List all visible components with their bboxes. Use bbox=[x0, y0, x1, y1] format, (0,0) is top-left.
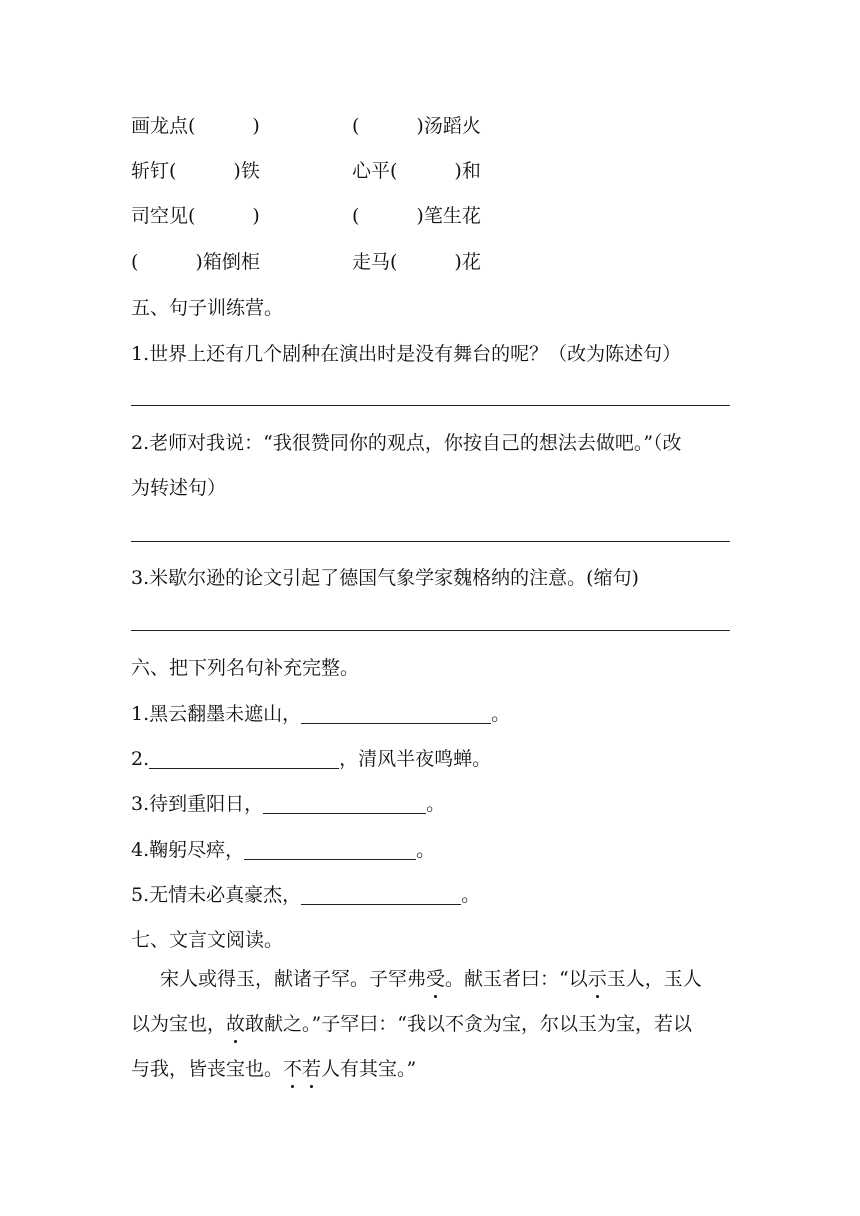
idiom-1-left: 画龙点( ) bbox=[131, 115, 260, 137]
poem-line-5-suffix: 。 bbox=[461, 884, 481, 906]
poem-line-2-prefix: 2. bbox=[131, 748, 150, 770]
emphasis-char: 受 bbox=[426, 968, 446, 990]
poem-line-3 bbox=[131, 792, 445, 816]
poem-line-1-prefix: 1.黑云翻墨未遮山， bbox=[131, 703, 302, 725]
poem-blank-4[interactable] bbox=[244, 840, 416, 860]
section-5-question-1: 1.世界上还有几个剧种在演出时是没有舞台的呢？（改为陈述句） bbox=[131, 343, 682, 365]
idiom-2-left: 斩钉( )铁 bbox=[131, 160, 260, 182]
poem-blank-1[interactable] bbox=[301, 704, 491, 724]
classical-text-segment: 敢献之。”子罕曰：“我以不贪为宝，尔以玉为宝，若以 bbox=[245, 1013, 692, 1035]
emphasis-char: 故 bbox=[226, 1013, 246, 1035]
section-7-title: 七、文言文阅读。 bbox=[131, 929, 284, 951]
poem-blank-5[interactable] bbox=[301, 885, 461, 905]
idiom-4-left: ( )箱倒柜 bbox=[131, 251, 260, 273]
idiom-4-right: 走马( )花 bbox=[352, 251, 481, 273]
poem-line-4-suffix: 。 bbox=[416, 839, 436, 861]
classical-text-line-3 bbox=[131, 1057, 416, 1081]
poem-blank-2[interactable] bbox=[149, 749, 339, 769]
idiom-3-left: 司空见( ) bbox=[131, 205, 260, 227]
classical-text-segment: 与我，皆丧宝也。 bbox=[131, 1058, 284, 1080]
poem-line-5 bbox=[131, 883, 480, 907]
poem-line-3-suffix: 。 bbox=[426, 793, 446, 815]
poem-line-5-prefix: 5.无情未必真豪杰， bbox=[131, 884, 302, 906]
classical-text-line-1 bbox=[160, 967, 702, 991]
emphasis-char: 示 bbox=[587, 968, 607, 990]
poem-line-4 bbox=[131, 838, 435, 862]
emphasis-char: 若 bbox=[302, 1058, 322, 1080]
classical-text-segment: 。献玉者曰：“以 bbox=[445, 968, 588, 990]
answer-line-3[interactable] bbox=[131, 630, 730, 631]
classical-text-segment: 宋人或得玉，献诸子罕。子罕弗 bbox=[160, 968, 427, 990]
poem-line-2-suffix: ，清风半夜鸣蝉。 bbox=[339, 748, 492, 770]
classical-text-line-2 bbox=[131, 1012, 692, 1036]
section-5-question-2-line-2: 为转述句） bbox=[131, 477, 227, 499]
idiom-1-right: ( )汤蹈火 bbox=[352, 115, 481, 137]
classical-text-segment: 以为宝也， bbox=[131, 1013, 227, 1035]
answer-line-1[interactable] bbox=[131, 405, 730, 406]
poem-line-1-suffix: 。 bbox=[491, 703, 511, 725]
section-5-title: 五、句子训练营。 bbox=[131, 297, 284, 319]
idiom-3-right: ( )笔生花 bbox=[352, 205, 481, 227]
section-5-question-3: 3.米歇尔逊的论文引起了德国气象学家魏格纳的注意。(缩句) bbox=[131, 567, 639, 589]
poem-blank-3[interactable] bbox=[263, 794, 426, 814]
section-6-title: 六、把下列名句补充完整。 bbox=[131, 657, 360, 679]
emphasis-char: 不 bbox=[283, 1058, 303, 1080]
answer-line-2[interactable] bbox=[131, 541, 730, 542]
poem-line-3-prefix: 3.待到重阳日， bbox=[131, 793, 264, 815]
idiom-2-right: 心平( )和 bbox=[352, 160, 481, 182]
classical-text-segment: 人有其宝。” bbox=[321, 1058, 417, 1080]
poem-line-1 bbox=[131, 702, 510, 726]
classical-text-segment: 玉人，玉人 bbox=[606, 968, 702, 990]
poem-line-2 bbox=[131, 747, 491, 771]
section-5-question-2-line-1: 2.老师对我说：“我很赞同你的观点，你按自己的想法去做吧。”（改 bbox=[131, 432, 682, 454]
poem-line-4-prefix: 4.鞠躬尽瘁， bbox=[131, 839, 245, 861]
